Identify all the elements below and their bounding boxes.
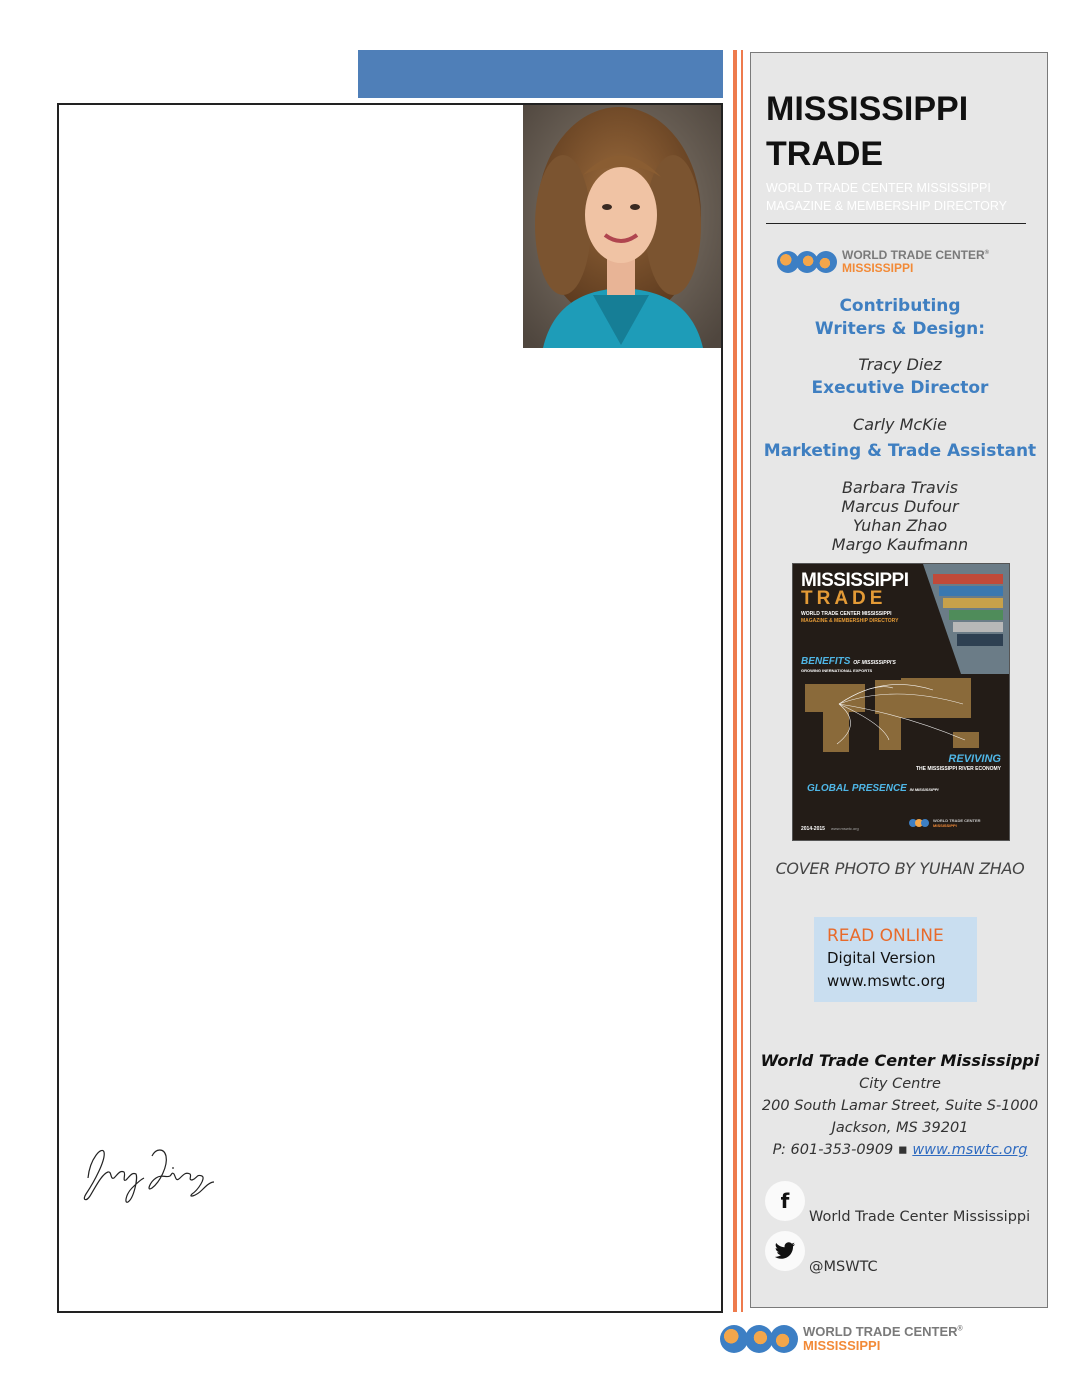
footer-logo-line2: MISSISSIPPI (803, 1338, 881, 1353)
logo-text-line1: WORLD TRADE CENTER® (842, 248, 990, 262)
staff-name: Tracy Diez (858, 355, 942, 374)
facebook-label: World Trade Center Mississippi (809, 1209, 1031, 1225)
globe-icon (777, 251, 834, 273)
address-line: City Centre (859, 1076, 941, 1092)
phone-and-website (751, 1139, 1049, 1161)
cover-title: MISSISSIPPI (801, 570, 909, 591)
read-online-url[interactable]: www.mswtc.org (827, 972, 946, 990)
facebook-link[interactable] (765, 1181, 1031, 1225)
cover-benefits: BENEFITS OF MISSISSIPPI'S (801, 656, 896, 667)
header-accent-bar (358, 50, 723, 98)
cover-thumbnail[interactable] (792, 563, 1010, 841)
footer-wtc-logo (720, 1325, 963, 1353)
twitter-link[interactable] (765, 1231, 878, 1275)
globe-icon (720, 1325, 795, 1353)
contributors-heading (751, 295, 1049, 341)
cover-subtitle-2: MAGAZINE & MEMBERSHIP DIRECTORY (801, 618, 899, 624)
staff-name: Carly McKie (853, 415, 947, 434)
writer-name: Yuhan Zhao (852, 516, 948, 535)
facebook-icon: f (765, 1181, 805, 1221)
writer-name: Barbara Travis (842, 478, 958, 497)
title-underline (766, 223, 1026, 224)
cover-reviving: REVIVING (948, 753, 1001, 765)
org-name: World Trade Center Mississippi (760, 1051, 1040, 1070)
magazine-subtitle-line2: MAGAZINE & MEMBERSHIP DIRECTORY (766, 199, 1008, 213)
contributors-heading-line2: Writers & Design: (814, 319, 986, 339)
footer-logo-line1: WORLD TRADE CENTER® (803, 1324, 963, 1340)
staff-entry (751, 354, 1049, 400)
writer-name: Marcus Dufour (841, 497, 959, 516)
separator-bullet: ▪ (893, 1142, 913, 1158)
wtc-logo (777, 249, 989, 274)
staff-entry (751, 414, 1049, 466)
read-online-label: Digital Version (827, 949, 936, 967)
writer-name: Margo Kaufmann (831, 535, 969, 554)
cover-reviving-sub: THE MISSISSIPPI RIVER ECONOMY (915, 766, 1001, 772)
cover-title-trade: TRADE (801, 588, 887, 609)
address-line: 200 South Lamar Street, Suite S-1000 (761, 1098, 1039, 1114)
cover-benefits-sub: GROWING INERNATIONAL EXPORTS (801, 668, 873, 673)
address-line: Jackson, MS 39201 (831, 1120, 969, 1136)
staff-role: Marketing & Trade Assistant (763, 441, 1037, 461)
logo-text-line2: MISSISSIPPI (842, 260, 914, 275)
twitter-icon (765, 1231, 805, 1271)
cover-global: GLOBAL PRESENCE IN MISSISSIPPI (807, 783, 939, 794)
cover-url: www.mswtc.org (831, 826, 859, 831)
contact-address (751, 1049, 1049, 1161)
contributors-heading-line1: Contributing (839, 296, 961, 316)
phone-number: P: 601-353-0909 (772, 1142, 894, 1158)
cover-logo-text: WORLD TRADE CENTER MISSISSIPPI (933, 818, 981, 828)
read-online-title: READ ONLINE (827, 926, 944, 946)
magazine-title (766, 87, 968, 177)
staff-role: Executive Director (811, 378, 989, 398)
twitter-handle: @MSWTC (809, 1259, 878, 1275)
magazine-subtitle (766, 179, 1007, 215)
divider-rule-thick (733, 50, 737, 1312)
magazine-subtitle-line1: WORLD TRADE CENTER MISSISSIPPI (766, 181, 991, 195)
read-online-box[interactable] (814, 917, 977, 1002)
writers-list (751, 478, 1049, 554)
magazine-title-line2: TRADE (766, 135, 884, 173)
cover-photo-credit: COVER PHOTO BY YUHAN ZHAO (775, 859, 1025, 878)
cover-subtitle: WORLD TRADE CENTER MISSISSIPPI (801, 611, 892, 617)
author-portrait (523, 105, 721, 348)
divider-rule-thin (741, 50, 743, 1312)
cover-year: 2014-2015 (801, 826, 825, 832)
website-link[interactable]: www.mswtc.org (912, 1142, 1028, 1158)
masthead-sidebar (750, 52, 1048, 1308)
signature-image (80, 1138, 220, 1210)
magazine-title-line1: MISSISSIPPI (766, 90, 969, 128)
